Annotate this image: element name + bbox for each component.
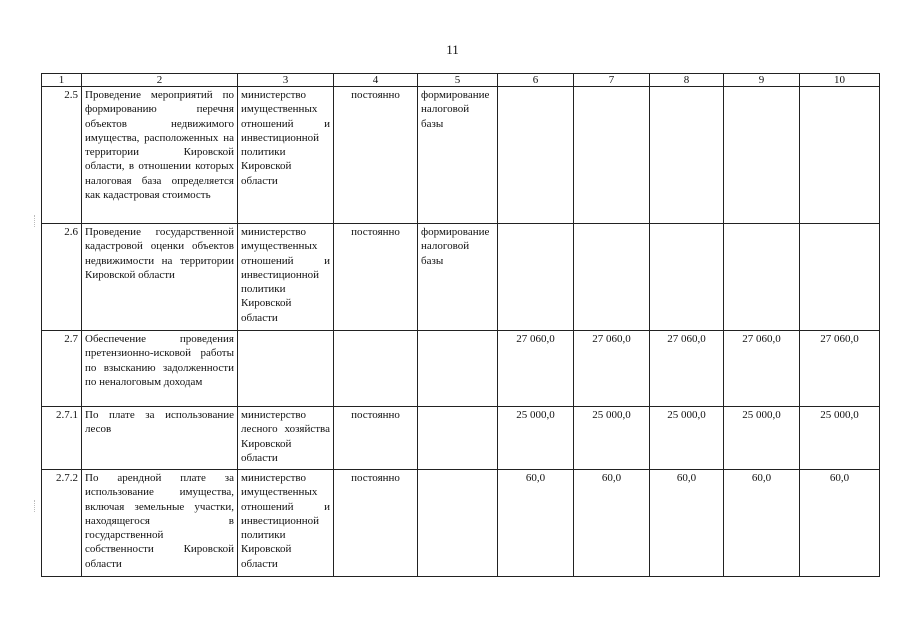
row-number: 2.6 xyxy=(42,224,82,331)
value-cell: 60,0 xyxy=(498,470,574,577)
table-row xyxy=(42,224,880,331)
table-row xyxy=(42,470,880,577)
value-cell: 25 000,0 xyxy=(650,407,724,470)
term-cell: постоянно xyxy=(334,470,418,577)
row-number: 2.7.1 xyxy=(42,407,82,470)
value-cell xyxy=(574,224,650,331)
column-header: 1 xyxy=(42,74,82,87)
column-header: 3 xyxy=(238,74,334,87)
activity-cell: По арендной плате за использование имущества, включая земельные участки, находящегося в государственной собственности Кировской области xyxy=(82,470,238,577)
table-row xyxy=(42,87,880,224)
row-number: 2.5 xyxy=(42,87,82,224)
header-row xyxy=(42,74,880,87)
value-cell xyxy=(650,224,724,331)
margin-mark xyxy=(34,215,39,227)
value-cell xyxy=(498,87,574,224)
value-cell: 60,0 xyxy=(574,470,650,577)
activity-cell: Обеспечение проведения претензионно-исковой работы по взысканию задолженности по неналоговым доходам xyxy=(82,331,238,407)
value-cell: 27 060,0 xyxy=(574,331,650,407)
value-cell: 25 000,0 xyxy=(498,407,574,470)
table-row xyxy=(42,331,880,407)
result-cell: формирование налоговой базы xyxy=(418,87,498,224)
column-header: 5 xyxy=(418,74,498,87)
row-number: 2.7.2 xyxy=(42,470,82,577)
row-number: 2.7 xyxy=(42,331,82,407)
activity-cell: По плате за использование лесов xyxy=(82,407,238,470)
column-header: 6 xyxy=(498,74,574,87)
column-header: 8 xyxy=(650,74,724,87)
executor-cell: министерство лесного хозяйства Кировской области xyxy=(238,407,334,470)
term-cell: постоянно xyxy=(334,224,418,331)
value-cell xyxy=(574,87,650,224)
result-cell xyxy=(418,407,498,470)
column-header: 9 xyxy=(724,74,800,87)
measures-table xyxy=(41,73,880,577)
term-cell: постоянно xyxy=(334,87,418,224)
executor-cell: министерство имущественных отношений и инвестиционной политики Кировской области xyxy=(238,470,334,577)
term-cell: постоянно xyxy=(334,407,418,470)
value-cell: 27 060,0 xyxy=(650,331,724,407)
value-cell: 27 060,0 xyxy=(724,331,800,407)
result-cell xyxy=(418,331,498,407)
value-cell: 60,0 xyxy=(650,470,724,577)
page-number: 11 xyxy=(446,42,459,57)
term-cell xyxy=(334,331,418,407)
margin-mark xyxy=(34,500,39,512)
value-cell: 25 000,0 xyxy=(800,407,880,470)
value-cell: 60,0 xyxy=(800,470,880,577)
column-header: 2 xyxy=(82,74,238,87)
table-row xyxy=(42,407,880,470)
value-cell: 60,0 xyxy=(724,470,800,577)
value-cell xyxy=(800,87,880,224)
value-cell xyxy=(724,224,800,331)
value-cell: 27 060,0 xyxy=(498,331,574,407)
executor-cell: министерство имущественных отношений и инвестиционной политики Кировской области xyxy=(238,224,334,331)
column-header: 7 xyxy=(574,74,650,87)
result-cell xyxy=(418,470,498,577)
value-cell xyxy=(724,87,800,224)
executor-cell xyxy=(238,331,334,407)
value-cell: 27 060,0 xyxy=(800,331,880,407)
activity-cell: Проведение мероприятий по формированию перечня объектов недвижимого имущества, расположенных на территории Кировской области, в отношении которых налоговая база определяется как кадастровая стоимость xyxy=(82,87,238,224)
value-cell: 25 000,0 xyxy=(574,407,650,470)
column-header: 4 xyxy=(334,74,418,87)
column-header: 10 xyxy=(800,74,880,87)
value-cell xyxy=(650,87,724,224)
value-cell: 25 000,0 xyxy=(724,407,800,470)
executor-cell: министерство имущественных отношений и инвестиционной политики Кировской области xyxy=(238,87,334,224)
result-cell: формирование налоговой базы xyxy=(418,224,498,331)
value-cell xyxy=(800,224,880,331)
value-cell xyxy=(498,224,574,331)
activity-cell: Проведение государственной кадастровой оценки объектов недвижимости на территории Кировской области xyxy=(82,224,238,331)
